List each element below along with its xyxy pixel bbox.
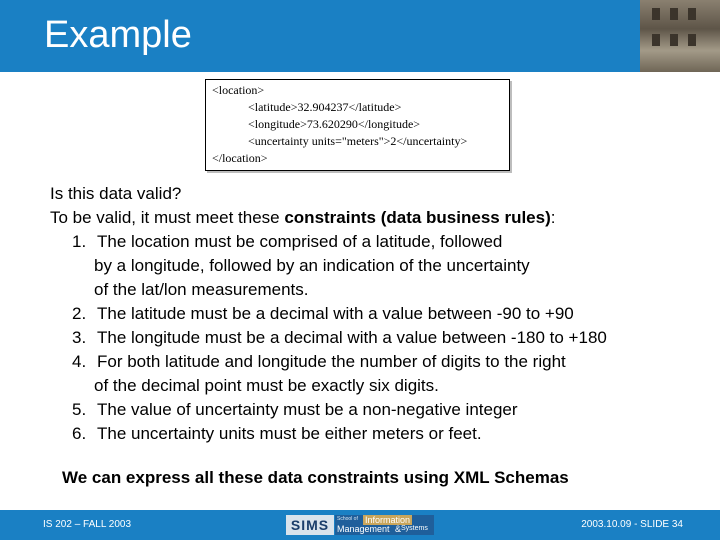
intro-prefix: To be valid, it must meet these (50, 208, 285, 227)
rule-text: by a longitude, followed by an indication of the uncertainty (94, 256, 530, 275)
rule-number: 4. (72, 352, 87, 371)
photo-window (688, 8, 696, 20)
code-line: <location> (212, 83, 265, 97)
logo-amp: & (395, 524, 402, 534)
intro-text (50, 208, 555, 228)
code-line: <latitude>32.904237</latitude> (248, 100, 402, 114)
footer-course: IS 202 – FALL 2003 (43, 519, 132, 530)
logo-management: Management (337, 524, 390, 534)
code-line: <longitude>73.620290</longitude> (248, 117, 421, 131)
slide-title: Example (44, 14, 192, 56)
intro-suffix: : (550, 208, 556, 227)
rule-text: The location must be comprised of a latitude, followed (97, 232, 503, 251)
logo-school-panel (335, 515, 434, 535)
rule-number: 2. (72, 304, 87, 323)
rule-text: For both latitude and longitude the number of digits to the right (97, 352, 566, 371)
intro-bold: constraints (data business rules) (284, 208, 551, 227)
summary-text: We can express all these data constraints using XML Schemas (62, 468, 569, 487)
photo-window (652, 8, 660, 20)
rule-text: The longitude must be a decimal with a value between -180 to +180 (97, 328, 607, 347)
photo-window (688, 34, 696, 46)
sims-logo (286, 515, 434, 535)
rule-text: The latitude must be a decimal with a value between -90 to +90 (97, 304, 574, 323)
rule-number: 5. (72, 400, 87, 419)
rule-number: 1. (72, 232, 87, 251)
header-building-photo (640, 0, 720, 72)
logo-information: Information (365, 515, 411, 525)
logo-school-of: School of (337, 516, 358, 522)
rule-text: The value of uncertainty must be a non-negative integer (97, 400, 518, 419)
code-line: </location> (212, 151, 268, 165)
rule-number: 6. (72, 424, 87, 443)
photo-window (652, 34, 660, 46)
photo-window (670, 8, 678, 20)
photo-window (670, 34, 678, 46)
logo-systems: Systems (401, 525, 428, 532)
rule-number: 3. (72, 328, 87, 347)
logo-sims-text: SIMS (286, 515, 334, 535)
xml-code-box (205, 79, 510, 171)
rule-text: The uncertainty units must be either meters or feet. (97, 424, 482, 443)
rule-text: of the decimal point must be exactly six digits. (94, 376, 439, 395)
code-line: <uncertainty units="meters">2</uncertainty> (248, 134, 468, 148)
question-text: Is this data valid? (50, 184, 182, 203)
rule-text: of the lat/lon measurements. (94, 280, 309, 299)
footer-slide-number: 2003.10.09 - SLIDE 34 (581, 519, 683, 530)
